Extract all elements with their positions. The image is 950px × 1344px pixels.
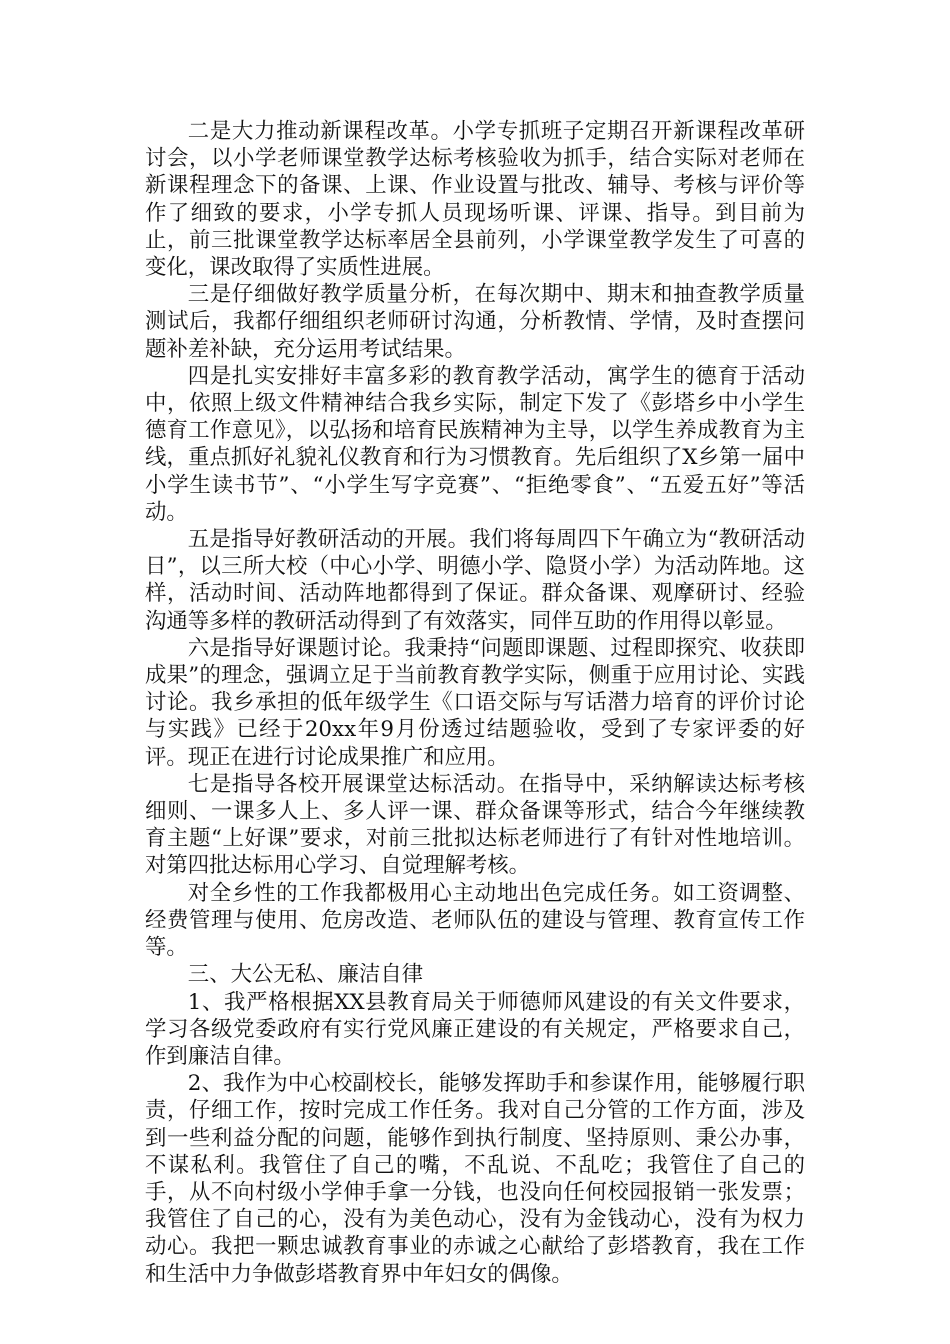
paragraph-topic-research: 六是指导好课题讨论。我秉持“问题即课题、过程即探究、收获即成果”的理念，强调立足于当前教育教学实际，侧重于应用讨论、实践讨论。我乡承担的低年级学生《口语交际与写话潜力培育的评价讨论与实践》已经于20xx年9月份透过结题验收，受到了专家评委的好评。现正在进行讨论成果推广和应用。 [145, 635, 805, 770]
paragraph-activities: 四是扎实安排好丰富多彩的教育教学活动，寓学生的德育于活动中，依照上级文件精神结合我乡实际，制定下发了《彭塔乡中小学生德育工作意见》，以弘扬和培育民族精神为主导，以学生养成教育为主线，重点抓好礼貌礼仪教育和行为习惯教育。先后组织了X乡第一届中小学生读书节”、“小学生写字竞赛”、“拒绝零食”、“五爱五好”等活动。 [145, 363, 805, 525]
paragraph-township-work: 对全乡性的工作我都极用心主动地出色完成任务。如工资调整、经费管理与使用、危房改造、老师队伍的建设与管理、教育宣传工作等。 [145, 880, 805, 961]
paragraph-quality-analysis: 三是仔细做好教学质量分析，在每次期中、期末和抽查教学质量测试后，我都仔细组织老师研讨沟通，分析教情、学情，及时查摆问题补差补缺，充分运用考试结果。 [145, 282, 805, 362]
paragraph-classroom-standards: 七是指导各校开展课堂达标活动。在指导中，采纳解读达标考核细则、一课多人上、多人评一课、群众备课等形式，结合今年继续教育主题“上好课”要求，对前三批拟达标老师进行了有针对性地培训。对第四批达标用心学习、自觉理解考核。 [145, 771, 805, 879]
paragraph-integrity-1: 1、我严格根据XX县教育局关于师德师风建设的有关文件要求，学习各级党委政府有实行党风廉正建设的有关规定，严格要求自己，作到廉洁自律。 [145, 989, 805, 1069]
paragraph-integrity-2: 2、我作为中心校副校长，能够发挥助手和参谋作用，能够履行职责，仔细工作，按时完成工作任务。我对自己分管的工作方面，涉及到一些利益分配的问题，能够作到执行制度、坚持原则、秉公办事，不谋私利。我管住了自己的嘴，不乱说、不乱吃；我管住了自己的手，从不向村级小学伸手拿一分钱，也没向任何校园报销一张发票；我管住了自己的心，没有为美色动心，没有为金钱动心，没有为权力动心。我把一颗忠诚教育事业的赤诚之心献给了彭塔教育，我在工作和生活中力争做彭塔教育界中年妇女的偶像。 [145, 1071, 805, 1287]
paragraph-curriculum-reform: 二是大力推动新课程改革。小学专抓班子定期召开新课程改革研讨会，以小学老师课堂教学达标考核验收为抓手，结合实际对老师在新课程理念下的备课、上课、作业设置与批改、辅导、考核与评价等作了细致的要求，小学专抓人员现场听课、评课、指导。到目前为止，前三批课堂教学达标率居全县前列，小学课堂教学发生了可喜的变化，课改取得了实质性进展。 [145, 119, 805, 281]
document-body [145, 118, 805, 1288]
section-heading-integrity: 三、大公无私、廉洁自律 [187, 962, 424, 988]
paragraph-research-activities: 五是指导好教研活动的开展。我们将每周四下午确立为“教研活动日”，以三所大校（中心小学、明德小学、隐贤小学）为活动阵地。这样，活动时间、活动阵地都得到了保证。群众备课、观摩研讨、经验沟通等多样的教研活动得到了有效落实，同伴互助的作用得以彰显。 [145, 527, 805, 634]
